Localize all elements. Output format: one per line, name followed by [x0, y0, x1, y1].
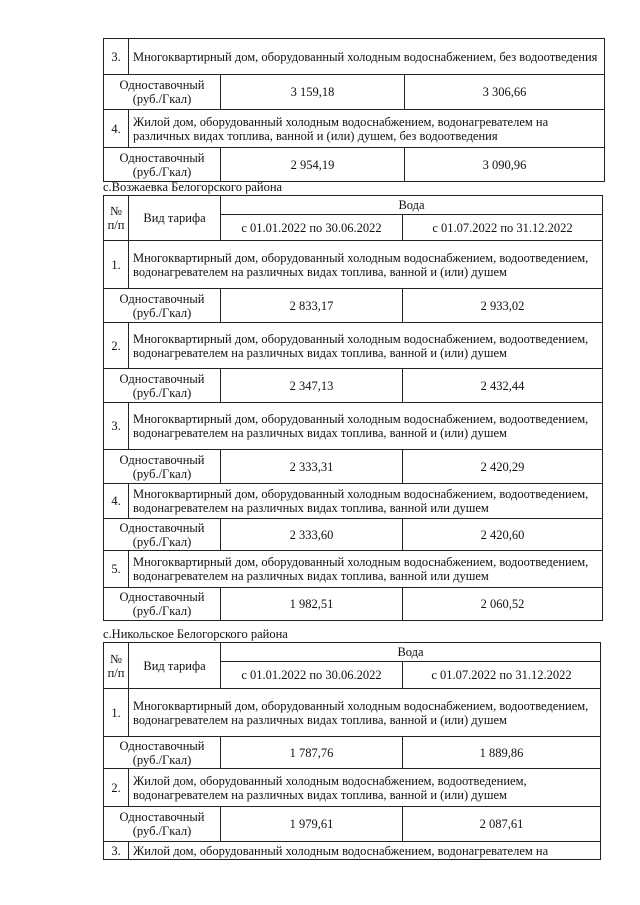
unit-label: Одноставочный (руб./Гкал) — [104, 588, 221, 621]
header-number: № п/п — [104, 196, 129, 241]
unit-label: Одноставочный (руб./Гкал) — [104, 737, 221, 769]
value-period-2: 2 087,61 — [403, 807, 601, 842]
tariff-table-nikolskoe — [103, 642, 601, 860]
tariff-table-continued — [103, 38, 605, 182]
row-description: Многоквартирный дом, оборудованный холодным водоснабжением, водоотведением, водонагревателем на различных видах топлива, ванной и (или) душем — [129, 241, 603, 289]
value-period-2: 2 432,44 — [403, 369, 603, 403]
value-period-1: 1 979,61 — [221, 807, 403, 842]
row-number: 4. — [104, 110, 129, 148]
section-caption: с.Никольское Белогорского района — [103, 627, 288, 641]
row-number: 1. — [104, 241, 129, 289]
value-period-2: 1 889,86 — [403, 737, 601, 769]
header-tariff-type: Вид тарифа — [129, 643, 221, 689]
value-period-1: 2 333,31 — [221, 450, 403, 484]
row-number: 2. — [104, 323, 129, 369]
value-period-1: 1 982,51 — [221, 588, 403, 621]
value-period-2: 2 060,52 — [403, 588, 603, 621]
header-period-2: с 01.07.2022 по 31.12.2022 — [403, 662, 601, 689]
header-period-2: с 01.07.2022 по 31.12.2022 — [403, 215, 603, 241]
value-period-2: 3 306,66 — [405, 75, 605, 110]
row-number: 4. — [104, 484, 129, 519]
row-description: Многоквартирный дом, оборудованный холодным водоснабжением, водоотведением, водонагревателем на различных видах топлива, ванной и (или) душем — [129, 403, 603, 450]
value-period-1: 1 787,76 — [221, 737, 403, 769]
header-water: Вода — [221, 196, 603, 215]
row-description: Многоквартирный дом, оборудованный холодным водоснабжением, без водоотведения — [129, 39, 605, 75]
row-description: Жилой дом, оборудованный холодным водоснабжением, водоотведением, водонагревателем на различных видах топлива, ванной и (или) душем — [129, 769, 601, 807]
value-period-1: 2 954,19 — [221, 148, 405, 182]
unit-label: Одноставочный (руб./Гкал) — [104, 289, 221, 323]
unit-label: Одноставочный (руб./Гкал) — [104, 450, 221, 484]
row-description: Многоквартирный дом, оборудованный холодным водоснабжением, водоотведением, водонагревателем на различных видах топлива, ванной и (или) душем — [129, 689, 601, 737]
unit-label: Одноставочный (руб./Гкал) — [104, 519, 221, 551]
row-description: Многоквартирный дом, оборудованный холодным водоснабжением, водоотведением, водонагревателем на различных видах топлива, ванной или душем — [129, 551, 603, 588]
row-number: 3. — [104, 403, 129, 450]
table-body — [104, 689, 601, 842]
value-period-2: 2 420,29 — [403, 450, 603, 484]
section-caption: с.Возжаевка Белогорского района — [103, 180, 283, 194]
header-period-1: с 01.01.2022 по 30.06.2022 — [221, 662, 403, 689]
row-description: Многоквартирный дом, оборудованный холодным водоснабжением, водоотведением, водонагревателем на различных видах топлива, ванной и (или) душем — [129, 323, 603, 369]
tariff-table-vozzhaevka — [103, 195, 603, 621]
unit-label: Одноставочный (руб./Гкал) — [104, 75, 221, 110]
row-description: Жилой дом, оборудованный холодным водоснабжением, водонагревателем на — [129, 842, 601, 860]
header-number: № п/п — [104, 643, 129, 689]
value-period-2: 2 933,02 — [403, 289, 603, 323]
table-body — [104, 241, 603, 621]
value-period-1: 2 347,13 — [221, 369, 403, 403]
header-tariff-type: Вид тарифа — [129, 196, 221, 241]
row-description: Многоквартирный дом, оборудованный холодным водоснабжением, водоотведением, водонагревателем на различных видах топлива, ванной или душем — [129, 484, 603, 519]
unit-label: Одноставочный (руб./Гкал) — [104, 369, 221, 403]
value-period-2: 3 090,96 — [405, 148, 605, 182]
row-number: 5. — [104, 551, 129, 588]
value-period-1: 3 159,18 — [221, 75, 405, 110]
row-number: 1. — [104, 689, 129, 737]
value-period-1: 2 833,17 — [221, 289, 403, 323]
row-number: 2. — [104, 769, 129, 807]
row-number: 3. — [104, 842, 129, 860]
row-description: Жилой дом, оборудованный холодным водоснабжением, водонагревателем на различных видах топлива, ванной и (или) душем, без водоотведения — [129, 110, 605, 148]
unit-label: Одноставочный (руб./Гкал) — [104, 807, 221, 842]
unit-label: Одноставочный (руб./Гкал) — [104, 148, 221, 182]
header-water: Вода — [221, 643, 601, 662]
row-number: 3. — [104, 39, 129, 75]
value-period-2: 2 420,60 — [403, 519, 603, 551]
value-period-1: 2 333,60 — [221, 519, 403, 551]
header-period-1: с 01.01.2022 по 30.06.2022 — [221, 215, 403, 241]
